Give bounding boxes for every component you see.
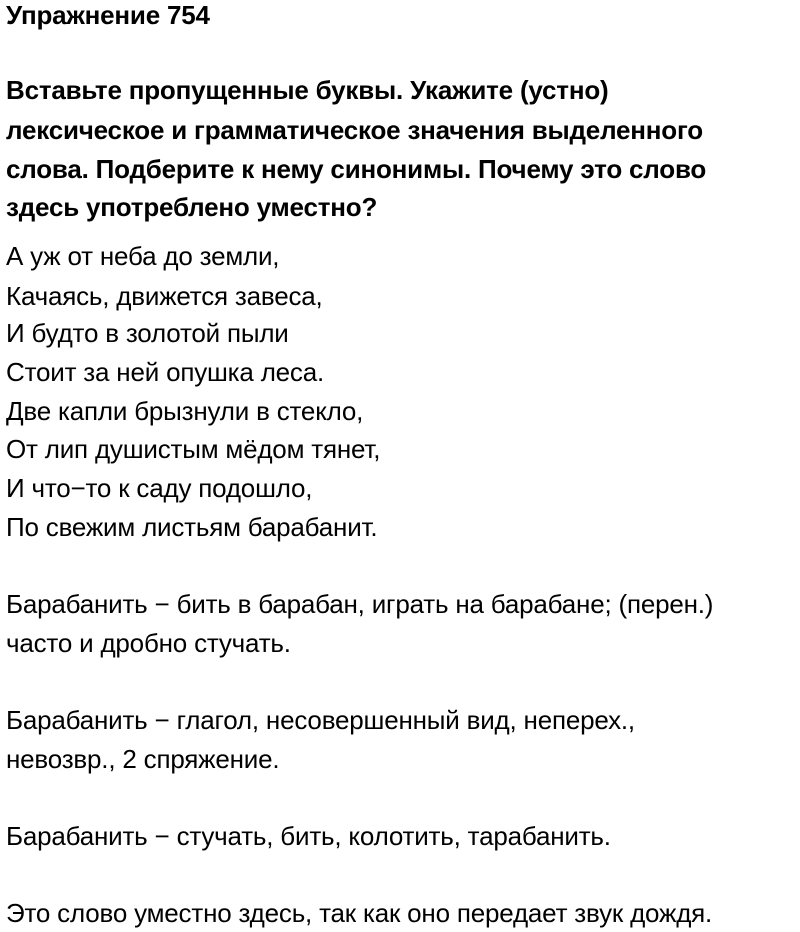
lexical-meaning-line-1: Барабанить − бить в барабан, играть на барабане; (перен.): [6, 589, 714, 619]
lexical-meaning-line-2: часто и дробно стучать.: [6, 628, 291, 658]
poem-line-8: По свежим листьям барабанит.: [6, 512, 378, 542]
synonyms-line: Барабанить − стучать, бить, колотить, тарабанить.: [6, 821, 611, 851]
poem-line-5: Две капли брызнули в стекло,: [6, 396, 364, 426]
poem-line-6: От лип душистым мёдом тянет,: [6, 434, 381, 464]
poem-line-7: И что−то к саду подошло,: [6, 473, 313, 503]
conclusion-line: Это слово уместно здесь, так как оно передает звук дождя.: [6, 898, 713, 928]
exercise-title: Упражнение 754: [6, 0, 210, 30]
grammatical-meaning-line-2: невозвр., 2 спряжение.: [6, 744, 280, 774]
task-line-1: Вставьте пропущенные буквы. Укажите (устно): [6, 75, 609, 105]
poem-line-3: И будто в золотой пыли: [6, 318, 289, 348]
grammatical-meaning-line-1: Барабанить − глагол, несовершенный вид, неперех.,: [6, 705, 635, 735]
task-line-2: лексическое и грамматическое значения выделенного: [6, 115, 703, 145]
poem-line-1: А уж от неба до земли,: [6, 241, 280, 271]
task-line-3: слова. Подберите к нему синонимы. Почему это слово: [6, 154, 707, 184]
poem-line-2: Качаясь, движется завеса,: [6, 281, 323, 311]
poem-line-4: Стоит за ней опушка леса.: [6, 357, 325, 387]
task-line-4: здесь употреблено уместно?: [6, 192, 378, 222]
